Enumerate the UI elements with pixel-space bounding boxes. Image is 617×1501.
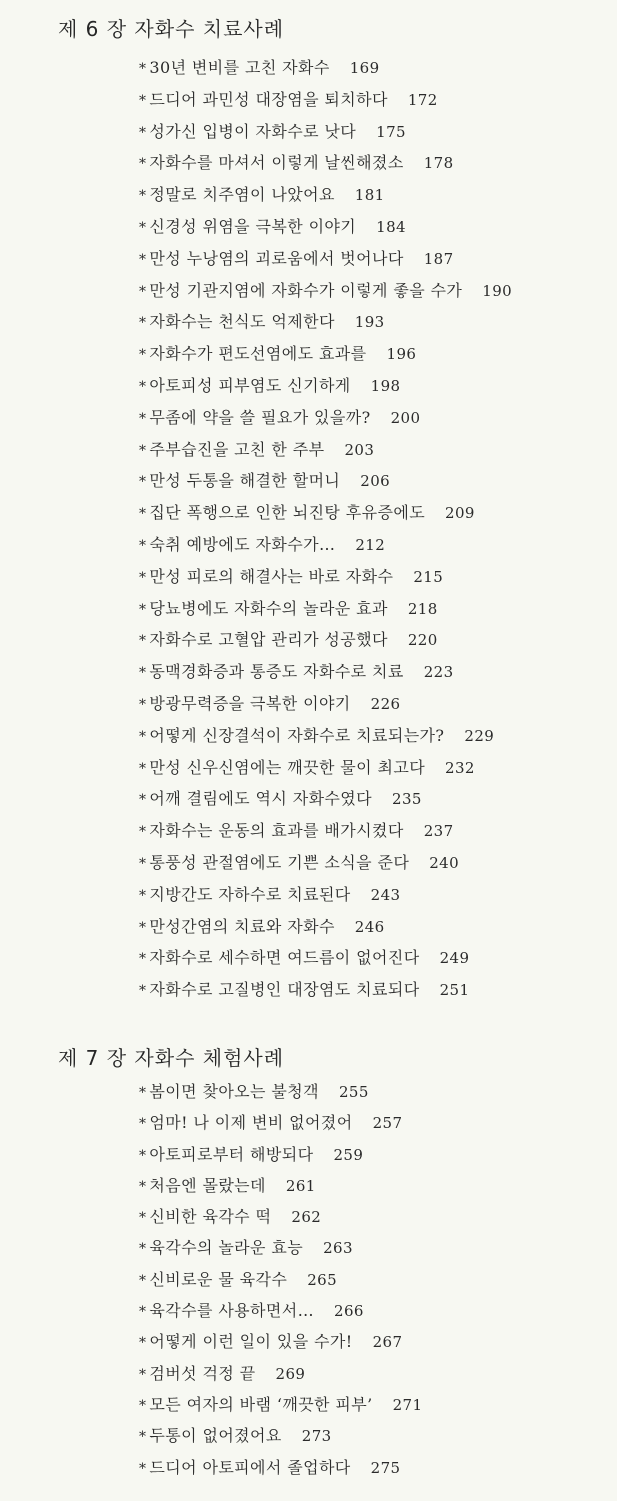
entry-bullet: * — [139, 378, 147, 395]
entry-bullet: * — [139, 696, 147, 713]
entry-page-number: 235 — [392, 790, 422, 809]
entry-page-number: 266 — [334, 1302, 364, 1321]
entry-page-number: 187 — [423, 249, 454, 268]
toc-entry — [139, 244, 512, 276]
entry-title: 방광무력증을 극복한 이야기 — [149, 693, 351, 713]
entry-title: 드디어 과민성 대장염을 퇴치하다 — [149, 89, 388, 109]
entry-page-number: 203 — [344, 440, 375, 459]
chapter-6-title: 제 6 장 자화수 치료사례 — [58, 17, 285, 41]
entry-bullet: * — [139, 506, 147, 523]
entry-title: 자화수는 운동의 효과를 배가시켰다 — [149, 821, 404, 841]
entry-page-number: 267 — [372, 1333, 403, 1352]
entry-page-number: 172 — [407, 90, 438, 109]
entry-bullet: * — [139, 315, 147, 332]
entry-title: 집단 폭행으로 인한 뇌진탕 후유증에도 — [149, 503, 426, 523]
chapter-6-toc-list — [139, 53, 512, 1007]
entry-bullet: * — [139, 824, 147, 841]
entry-bullet: * — [139, 887, 147, 904]
entry-bullet: * — [139, 1147, 147, 1164]
entry-bullet: * — [139, 1335, 147, 1352]
entry-title: 통풍성 관절염에도 기쁜 소식을 준다 — [149, 852, 410, 872]
entry-bullet: * — [139, 1241, 147, 1258]
entry-bullet: * — [139, 983, 147, 1000]
entry-page-number: 271 — [392, 1395, 423, 1414]
entry-title: 자화수로 세수하면 여드름이 없어진다 — [149, 948, 420, 968]
entry-page-number: 193 — [354, 313, 385, 332]
toc-entry — [139, 1359, 422, 1390]
toc-entry — [139, 880, 512, 912]
toc-entry — [139, 498, 512, 530]
entry-bullet: * — [139, 92, 147, 109]
entry-title: 신경성 위염을 극복한 이야기 — [149, 216, 357, 236]
entry-title: 만성 기관지염에 자화수가 이렇게 좋을 수가 — [149, 280, 463, 300]
entry-title: 모든 여자의 바램 ‘깨끗한 피부’ — [149, 1394, 373, 1414]
entry-bullet: * — [139, 601, 147, 618]
entry-bullet: * — [139, 347, 147, 364]
entry-title: 자화수로 고혈압 관리가 성공했다 — [149, 630, 388, 650]
entry-bullet: * — [139, 1366, 147, 1383]
toc-entry — [139, 753, 512, 785]
toc-entry — [139, 1171, 422, 1202]
toc-entry — [139, 625, 512, 657]
entry-title: 어깨 결림에도 역시 자화수였다 — [149, 789, 372, 809]
entry-bullet: * — [139, 537, 147, 554]
entry-bullet: * — [139, 1210, 147, 1227]
entry-bullet: * — [139, 760, 147, 777]
entry-title: 무좀에 약을 쓸 필요가 있을까? — [149, 407, 371, 427]
entry-page-number: 257 — [372, 1114, 403, 1133]
entry-title: 봄이면 찾아오는 불청객 — [149, 1082, 319, 1101]
entry-bullet: * — [139, 1085, 147, 1101]
entry-page-number: 190 — [482, 281, 513, 300]
entry-bullet: * — [139, 1460, 147, 1477]
toc-entry — [139, 1077, 422, 1108]
toc-entry — [139, 117, 512, 149]
entry-page-number: 259 — [333, 1145, 364, 1164]
entry-title: 어떻게 이런 일이 있을 수가! — [149, 1332, 353, 1352]
entry-title: 30년 변비를 고친 자화수 — [149, 58, 330, 77]
entry-title: 숙취 예방에도 자화수가… — [149, 534, 336, 554]
entry-bullet: * — [139, 665, 147, 682]
entry-page-number: 169 — [349, 59, 380, 77]
entry-bullet: * — [139, 728, 147, 745]
entry-page-number: 206 — [360, 472, 391, 491]
toc-entry — [139, 943, 512, 975]
toc-entry — [139, 1265, 422, 1296]
entry-page-number: 200 — [390, 408, 421, 427]
entry-page-number: 269 — [275, 1364, 306, 1383]
entry-title: 신비한 육각수 떡 — [149, 1207, 272, 1227]
toc-entry — [139, 816, 512, 848]
entry-page-number: 273 — [301, 1427, 332, 1446]
entry-bullet: * — [139, 188, 147, 205]
entry-title: 드디어 아토피에서 졸업하다 — [149, 1457, 351, 1477]
entry-page-number: 215 — [413, 567, 444, 586]
entry-title: 만성 누낭염의 괴로움에서 벗어나다 — [149, 248, 404, 268]
entry-page-number: 212 — [355, 535, 386, 554]
entry-page-number: 262 — [291, 1208, 322, 1227]
toc-entry — [139, 466, 512, 498]
entry-title: 신비로운 물 육각수 — [149, 1269, 288, 1289]
entry-page-number: 178 — [423, 154, 454, 173]
entry-title: 자화수로 고질병인 대장염도 치료되다 — [149, 980, 420, 1000]
entry-title: 육각수의 놀라운 효능 — [149, 1238, 304, 1258]
entry-title: 아토피성 피부염도 신기하게 — [149, 375, 351, 395]
entry-title: 만성 두통을 해결한 할머니 — [149, 471, 341, 491]
entry-title: 만성간염의 치료와 자화수 — [149, 916, 335, 936]
entry-bullet: * — [139, 633, 147, 650]
toc-entry — [139, 1390, 422, 1421]
entry-bullet: * — [139, 1397, 147, 1414]
toc-entry — [139, 1327, 422, 1358]
entry-bullet: * — [139, 1116, 147, 1133]
entry-bullet: * — [139, 219, 147, 236]
chapter-7-title: 제 7 장 자화수 체험사례 — [58, 1046, 285, 1070]
entry-page-number: 175 — [376, 122, 406, 141]
entry-page-number: 184 — [376, 217, 406, 236]
entry-bullet: * — [139, 1272, 147, 1289]
entry-page-number: 196 — [386, 345, 417, 364]
entry-bullet: * — [139, 124, 147, 141]
toc-entry — [139, 276, 512, 308]
entry-page-number: 223 — [423, 663, 454, 682]
entry-bullet: * — [139, 61, 147, 77]
entry-page-number: 198 — [370, 376, 401, 395]
entry-page-number: 243 — [370, 885, 401, 904]
entry-page-number: 263 — [323, 1239, 353, 1258]
entry-title: 자화수가 편도선염에도 효과를 — [149, 344, 367, 364]
toc-entry — [139, 594, 512, 626]
toc-entry — [139, 530, 512, 562]
toc-entry — [139, 562, 512, 594]
toc-entry — [139, 1296, 422, 1327]
entry-title: 검버섯 걱정 끝 — [149, 1363, 256, 1383]
entry-page-number: 229 — [464, 726, 495, 745]
toc-entry — [139, 148, 512, 180]
entry-title: 처음엔 몰랐는데 — [149, 1175, 266, 1195]
entry-page-number: 218 — [407, 599, 438, 618]
entry-page-number: 226 — [370, 694, 401, 713]
toc-entry — [139, 180, 512, 212]
entry-page-number: 261 — [285, 1176, 316, 1195]
entry-page-number: 232 — [445, 758, 475, 777]
entry-title: 엄마! 나 이제 변비 없어졌어 — [149, 1113, 353, 1133]
entry-page-number: 240 — [429, 853, 460, 872]
entry-bullet: * — [139, 410, 147, 427]
toc-entry — [139, 912, 512, 944]
toc-entry — [139, 1140, 422, 1171]
entry-title: 자화수를 마셔서 이렇게 날씬해졌소 — [149, 153, 404, 173]
entry-title: 아토피로부터 해방되다 — [149, 1144, 314, 1164]
toc-entry — [139, 403, 512, 435]
entry-page-number: 209 — [445, 504, 475, 523]
entry-page-number: 181 — [354, 186, 385, 205]
toc-entry — [139, 1108, 422, 1139]
entry-page-number: 275 — [370, 1458, 401, 1477]
entry-bullet: * — [139, 919, 147, 936]
entry-title: 성가신 입병이 자화수로 낫다 — [149, 121, 357, 141]
entry-title: 만성 신우신염에는 깨끗한 물이 최고다 — [149, 757, 426, 777]
entry-bullet: * — [139, 855, 147, 872]
entry-page-number: 246 — [354, 917, 385, 936]
toc-entry — [139, 53, 512, 85]
toc-entry — [139, 784, 512, 816]
entry-bullet: * — [139, 442, 147, 459]
entry-title: 만성 피로의 해결사는 바로 자화수 — [149, 566, 394, 586]
entry-bullet: * — [139, 1178, 147, 1195]
entry-title: 당뇨병에도 자화수의 놀라운 효과 — [149, 598, 388, 618]
entry-page-number: 265 — [307, 1270, 338, 1289]
toc-entry — [139, 1453, 422, 1484]
entry-bullet: * — [139, 792, 147, 809]
entry-bullet: * — [139, 474, 147, 491]
entry-bullet: * — [139, 951, 147, 968]
entry-page-number: 237 — [423, 822, 454, 841]
toc-entry — [139, 721, 512, 753]
entry-title: 두통이 없어졌어요 — [149, 1426, 282, 1446]
entry-title: 동맥경화증과 통증도 자화수로 치료 — [149, 662, 404, 682]
toc-entry — [139, 975, 512, 1007]
entry-title: 어떻게 신장결석이 자화수로 치료되는가? — [149, 725, 445, 745]
entry-bullet: * — [139, 1304, 147, 1321]
entry-bullet: * — [139, 569, 147, 586]
entry-bullet: * — [139, 251, 147, 268]
entry-title: 지방간도 자하수로 치료된다 — [149, 884, 351, 904]
toc-entry — [139, 848, 512, 880]
entry-page-number: 220 — [407, 631, 438, 650]
entry-page-number: 251 — [439, 981, 470, 1000]
entry-page-number: 255 — [338, 1083, 369, 1101]
entry-title: 육각수를 사용하면서… — [149, 1301, 314, 1321]
entry-title: 주부습진을 고친 한 주부 — [149, 439, 325, 459]
toc-entry — [139, 339, 512, 371]
entry-page-number: 249 — [439, 949, 470, 968]
chapter-7-toc-list — [139, 1077, 422, 1484]
entry-bullet: * — [139, 1429, 147, 1446]
entry-title: 정말로 치주염이 나았어요 — [149, 185, 335, 205]
toc-entry — [139, 1421, 422, 1452]
toc-entry — [139, 85, 512, 117]
toc-entry — [139, 371, 512, 403]
entry-title: 자화수는 천식도 억제한다 — [149, 312, 335, 332]
toc-entry — [139, 1233, 422, 1264]
toc-entry — [139, 212, 512, 244]
toc-entry — [139, 689, 512, 721]
toc-entry — [139, 435, 512, 467]
toc-entry — [139, 657, 512, 689]
entry-bullet: * — [139, 156, 147, 173]
toc-entry — [139, 307, 512, 339]
entry-bullet: * — [139, 283, 147, 300]
toc-entry — [139, 1202, 422, 1233]
